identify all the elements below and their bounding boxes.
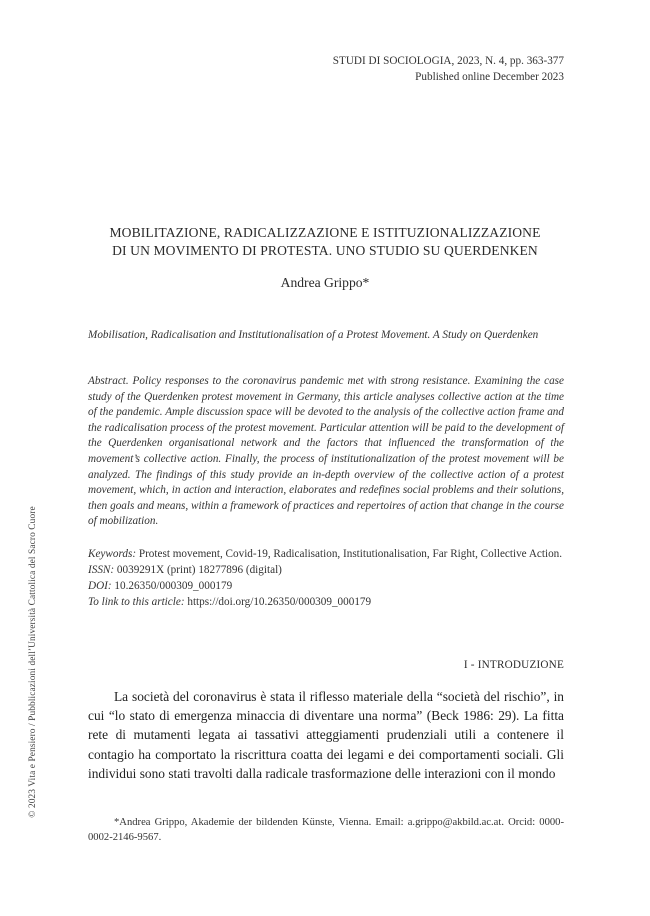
article-title-line-1: MOBILITAZIONE, RADICALIZZAZIONE E ISTITUZIONALIZZAZIONE (109, 225, 541, 240)
abstract: Abstract. Policy responses to the coronavirus pandemic met with strong resistance. Examining the case study of the Querdenken protest movement in Germany, this article analyses collective action at the time of the pandemic. Ample discussion space will be devoted to the analysis of the collective action frame and the radicalisation process of the protest movement. Particular attention will be paid to the development of the Querdenken organisational network and the factors that influenced the transformation of the movement’s collective action. Finally, the process of institutionalization of the protest movement will be analyzed. The findings of this study provide an in-depth overview of the collective action of a protest movement, which, in action and interaction, elaborates and redefines social problems and their solutions, then goals and means, within a framework of practices and repertoires of action that change in the course of mobilization. (88, 375, 564, 528)
doi-value: 10.26350/000309_000179 (111, 579, 233, 592)
keywords-value: Protest movement, Covid-19, Radicalisation, Institutionalisation, Far Right, Collective Action. (136, 548, 563, 560)
article-metadata (88, 547, 564, 611)
issn-line (88, 563, 564, 579)
issn-label: ISSN: (88, 563, 115, 576)
journal-citation: STUDI DI SOCIOLOGIA, 2023, N. 4, pp. 363-377 (332, 55, 564, 67)
publication-date: Published online December 2023 (415, 71, 564, 83)
article-link-line (88, 595, 564, 611)
article-title-line-2: DI UN MOVIMENTO DI PROTESTA. UNO STUDIO SU QUERDENKEN (112, 242, 538, 258)
footnote-text: *Andrea Grippo, Akademie der bildenden Künste, Vienna. Email: a.grippo@akbild.ac.at. Orcid: 0000-0002-2146-9567. (88, 817, 564, 844)
body-paragraph: La società del coronavirus è stata il riflesso materiale della “società del rischio”, in cui “lo stato di emergenza minaccia di diventare una norma” (Beck 1986: 29). La fitta rete di mutamenti legata ai tassativi atteggiamenti prudenziali utili a contenere il contagio ha comportato la riscrittura coatta dei legami e dei comportamenti sociali. Gli individui sono stati travolti dalla radicale trasformazione delle interazioni con il mondo (88, 689, 564, 781)
doi-label: DOI: (88, 579, 112, 592)
issn-value: 0039291X (print) 18277896 (digital) (114, 563, 282, 576)
side-copyright (24, 485, 42, 839)
english-title: Mobilisation, Radicalisation and Institutionalisation of a Protest Movement. A Study on Querdenken (88, 329, 539, 341)
copyright-text: © 2023 Vita e Pensiero / Pubblicazioni dell’Università Cattolica del Sacro Cuore (28, 506, 38, 818)
body-text (88, 687, 564, 783)
keywords-label: Keywords: (88, 548, 137, 560)
article-author: Andrea Grippo* (280, 275, 370, 290)
keywords-line (88, 547, 564, 563)
section-heading: I - INTRODUZIONE (463, 659, 564, 671)
doi-line (88, 579, 564, 595)
article-link[interactable]: https://doi.org/10.26350/000309_000179 (184, 595, 372, 608)
author-footnote (88, 815, 564, 846)
journal-header (333, 53, 564, 85)
article-link-label: To link to this article: (88, 595, 185, 608)
article-title (86, 224, 564, 259)
